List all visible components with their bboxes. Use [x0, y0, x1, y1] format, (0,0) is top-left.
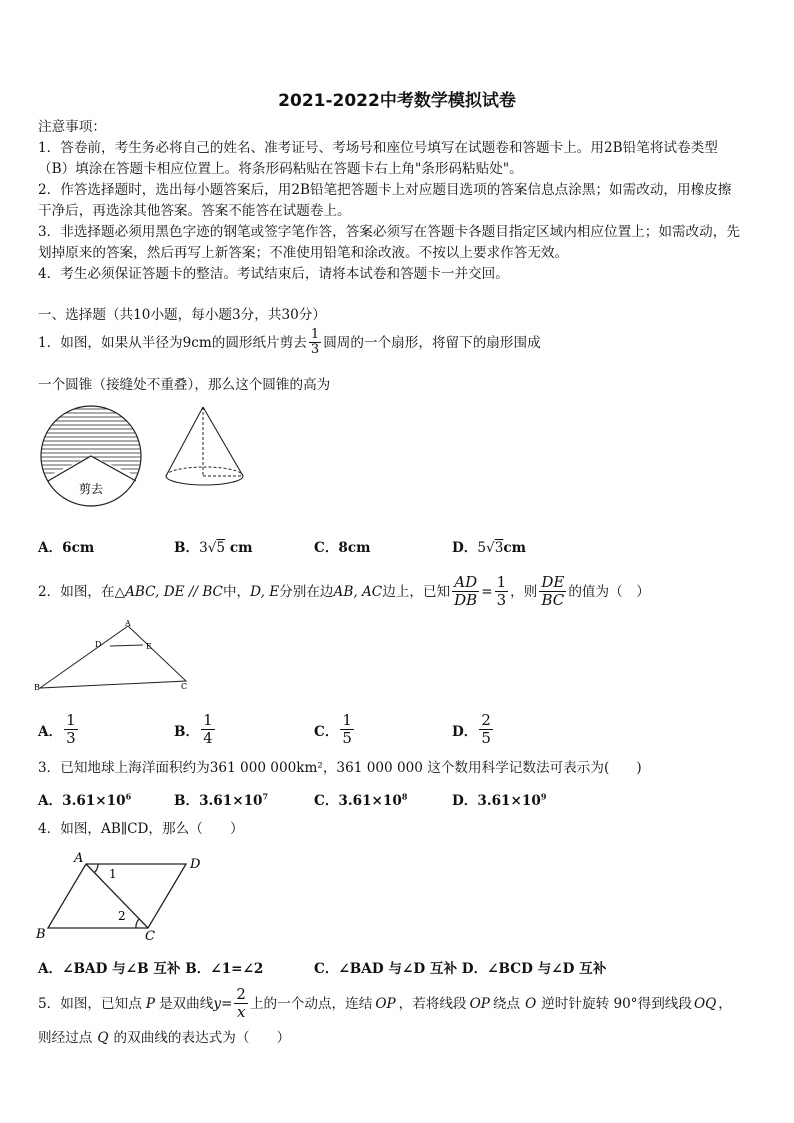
q4-figure — [34, 848, 214, 942]
coef: 3 — [199, 540, 208, 556]
frac-num: 2 — [481, 711, 491, 729]
option-base: B．3.61×10 — [174, 793, 263, 809]
option-exp: 6 — [125, 791, 132, 802]
q5-text: ， — [718, 995, 732, 1012]
q1-text-pre: 1．如图，如果从半径为9cm的圆形纸片剪去 — [38, 334, 307, 351]
option-exp: 9 — [540, 791, 547, 802]
triangle-abc — [40, 626, 186, 688]
frac-num: 1 — [310, 327, 320, 342]
notice-line: 2．作答选择题时，选出每小题答案后，用2B铅笔把答题卡上对应题目选项的答案信息点涂黑；如需改动，用橡皮擦 — [38, 182, 732, 198]
equals: = — [481, 583, 493, 600]
option-fraction — [340, 712, 354, 747]
point-o: O — [525, 995, 537, 1012]
q2-text: 2．如图，在 — [38, 583, 115, 600]
notice-line: （B）填涂在答题卡相应位置上。将条形码粘贴在答题卡右上角"条形码粘贴处"。 — [38, 161, 523, 177]
option-letter: B． — [174, 723, 200, 740]
hyperbola-y: y= — [213, 995, 233, 1012]
q1-option-b — [174, 536, 252, 556]
angle-1-arc — [94, 864, 98, 873]
radicand: 5 — [216, 540, 226, 556]
question-4: 4．如图，AB∥CD，那么（ ） — [38, 821, 244, 837]
frac-num: 1 — [496, 573, 507, 591]
option-fraction — [201, 712, 215, 747]
label-2: 2 — [118, 909, 126, 923]
question-5 — [38, 986, 732, 1021]
option-letter: D． — [452, 540, 478, 556]
q1-option-d — [452, 536, 526, 556]
q3-option-a — [38, 789, 131, 809]
coef: 5 — [477, 540, 487, 556]
option-exp: 8 — [401, 791, 408, 802]
q2-text: 中， — [222, 583, 251, 600]
frac-den: 5 — [342, 729, 352, 747]
option-base: D．3.61×10 — [452, 793, 541, 809]
q5-fraction — [234, 986, 248, 1021]
diagonal-ac — [86, 864, 148, 928]
notice-line: 划掉原来的答案，然后再写上新答案；不准使用铅笔和涂改液。不按以上要求作答无效。 — [38, 245, 569, 261]
q1-line2: 一个圆锥（接缝处不重叠），那么这个圆锥的高为 — [38, 377, 331, 393]
q2-fraction-de-bc — [539, 574, 566, 609]
unit: cm — [229, 540, 253, 556]
q5-text: 5．如图，已知点 — [38, 995, 142, 1012]
q2-sides: AB, AC — [333, 583, 383, 600]
segment-de — [110, 645, 143, 646]
q1-figure — [38, 405, 258, 515]
label-b: B — [36, 927, 46, 942]
segment-op: OP — [375, 995, 396, 1012]
q2-points: D, E — [250, 583, 280, 600]
q2-fraction-ratio — [495, 574, 509, 609]
option-letter: C． — [314, 723, 339, 740]
notice-line: 干净后，再选涂其他答案。答案不能答在试题卷上。 — [38, 203, 351, 219]
q3-option-c — [314, 789, 407, 809]
notice-heading: 注意事项： — [38, 119, 106, 135]
q2-text: ，则 — [510, 583, 538, 600]
q5-text: 是双曲线 — [158, 995, 214, 1012]
q3-option-d — [452, 789, 546, 809]
frac-den: 4 — [203, 729, 213, 747]
label-a: A — [74, 851, 84, 866]
q5-text: 则经过点 — [38, 1030, 93, 1046]
q2-text: 的值为（ ） — [568, 583, 650, 600]
point-q: Q — [97, 1030, 109, 1046]
frac-num: 1 — [342, 711, 352, 729]
q5-text: 的双曲线的表达式为（ ） — [113, 1030, 291, 1046]
option-fraction — [64, 712, 78, 747]
frac-num: 1 — [66, 711, 76, 729]
q2-text: 分别在边 — [279, 583, 334, 600]
q1-fraction — [309, 328, 321, 357]
frac-num: DE — [541, 573, 565, 591]
frac-den: BC — [541, 591, 565, 609]
q1-text-post: 圆周的一个扇形，将留下的扇形围成 — [323, 334, 541, 351]
page-title: 2021-2022中考数学模拟试卷 — [278, 91, 516, 111]
segment-op: OP — [469, 995, 490, 1012]
label-a: A — [125, 619, 131, 628]
radical: √5 — [207, 540, 226, 556]
angle-2-arc — [136, 919, 139, 928]
q2-text: 边上，已知 — [382, 583, 451, 600]
q4-options-cd: C．∠BAD 与∠D 互补 D．∠BCD 与∠D 互补 — [314, 961, 607, 977]
q3-option-b — [174, 789, 268, 809]
question-2 — [38, 574, 650, 609]
cone-figure — [166, 407, 243, 485]
frac-den: x — [236, 1003, 246, 1021]
label-1: 1 — [109, 867, 117, 881]
frac-num: 2 — [236, 985, 246, 1003]
frac-num: AD — [454, 573, 478, 591]
radicand: 3 — [494, 540, 504, 556]
label-d: D — [190, 857, 201, 872]
q4-options-ab: A．∠BAD 与∠B 互补 B．∠1=∠2 — [38, 961, 264, 977]
question-1 — [38, 328, 541, 357]
frac-den: 5 — [481, 729, 491, 747]
radical: √3 — [486, 540, 504, 556]
question-3: 3．已知地球上海洋面积约为361 000 000km²，361 000 000 这个数用科学记数法可表示为( ) — [38, 760, 642, 776]
q5-text: 上的一个动点，连结 — [249, 995, 373, 1012]
point-p: P — [145, 995, 155, 1012]
label-c: C — [145, 929, 155, 942]
q1-option-a: A．6cm — [38, 540, 95, 556]
unit: cm — [503, 540, 527, 556]
q2-option-a — [38, 712, 80, 747]
label-e: E — [146, 642, 152, 651]
option-letter: A． — [38, 723, 63, 740]
option-base: C．3.61×10 — [314, 793, 402, 809]
option-letter: D． — [452, 723, 478, 740]
section-heading: 一、选择题（共10小题，每小题3分，共30分） — [38, 307, 326, 323]
option-base: A．3.61×10 — [38, 793, 126, 809]
q5-text: 绕点 — [492, 995, 521, 1012]
option-letter: B． — [174, 540, 200, 556]
label-d: D — [95, 640, 102, 649]
q2-option-d — [452, 712, 495, 747]
q2-figure — [34, 618, 204, 696]
notice-line: 3．非选择题必须用黑色字迹的钢笔或签字笔作答，答案必须写在答题卡各题目指定区域内相应位置上；如需改动，先 — [38, 224, 740, 240]
q1-option-c: C．8cm — [314, 540, 371, 556]
q2-fraction-ad-db — [452, 574, 479, 609]
frac-den: 3 — [310, 342, 320, 357]
q2-condition: △ABC, DE // BC — [114, 583, 223, 600]
frac-den: 3 — [66, 729, 76, 747]
label-c: C — [181, 682, 188, 691]
q5-line2 — [38, 1029, 290, 1047]
frac-den: 3 — [496, 591, 507, 609]
segment-oq: OQ — [693, 995, 717, 1012]
q5-text: ，若将线段 — [398, 995, 467, 1012]
notice-line: 1．答卷前，考生务必将自己的姓名、准考证号、考场号和座位号填写在试题卷和答题卡上。用2B铅笔将试卷类型 — [38, 140, 718, 156]
label-b: B — [34, 683, 40, 692]
q5-text: 逆时针旋转 90°得到线段 — [541, 995, 692, 1012]
cut-label: 剪去 — [79, 482, 104, 496]
q2-option-b — [174, 712, 217, 747]
option-exp: 7 — [262, 791, 269, 802]
notice-line: 4．考生必须保证答题卡的整洁。考试结束后，请将本试卷和答题卡一并交回。 — [38, 266, 509, 282]
q2-option-c — [314, 712, 356, 747]
frac-den: DB — [454, 591, 478, 609]
frac-num: 1 — [203, 711, 213, 729]
option-fraction — [479, 712, 493, 747]
